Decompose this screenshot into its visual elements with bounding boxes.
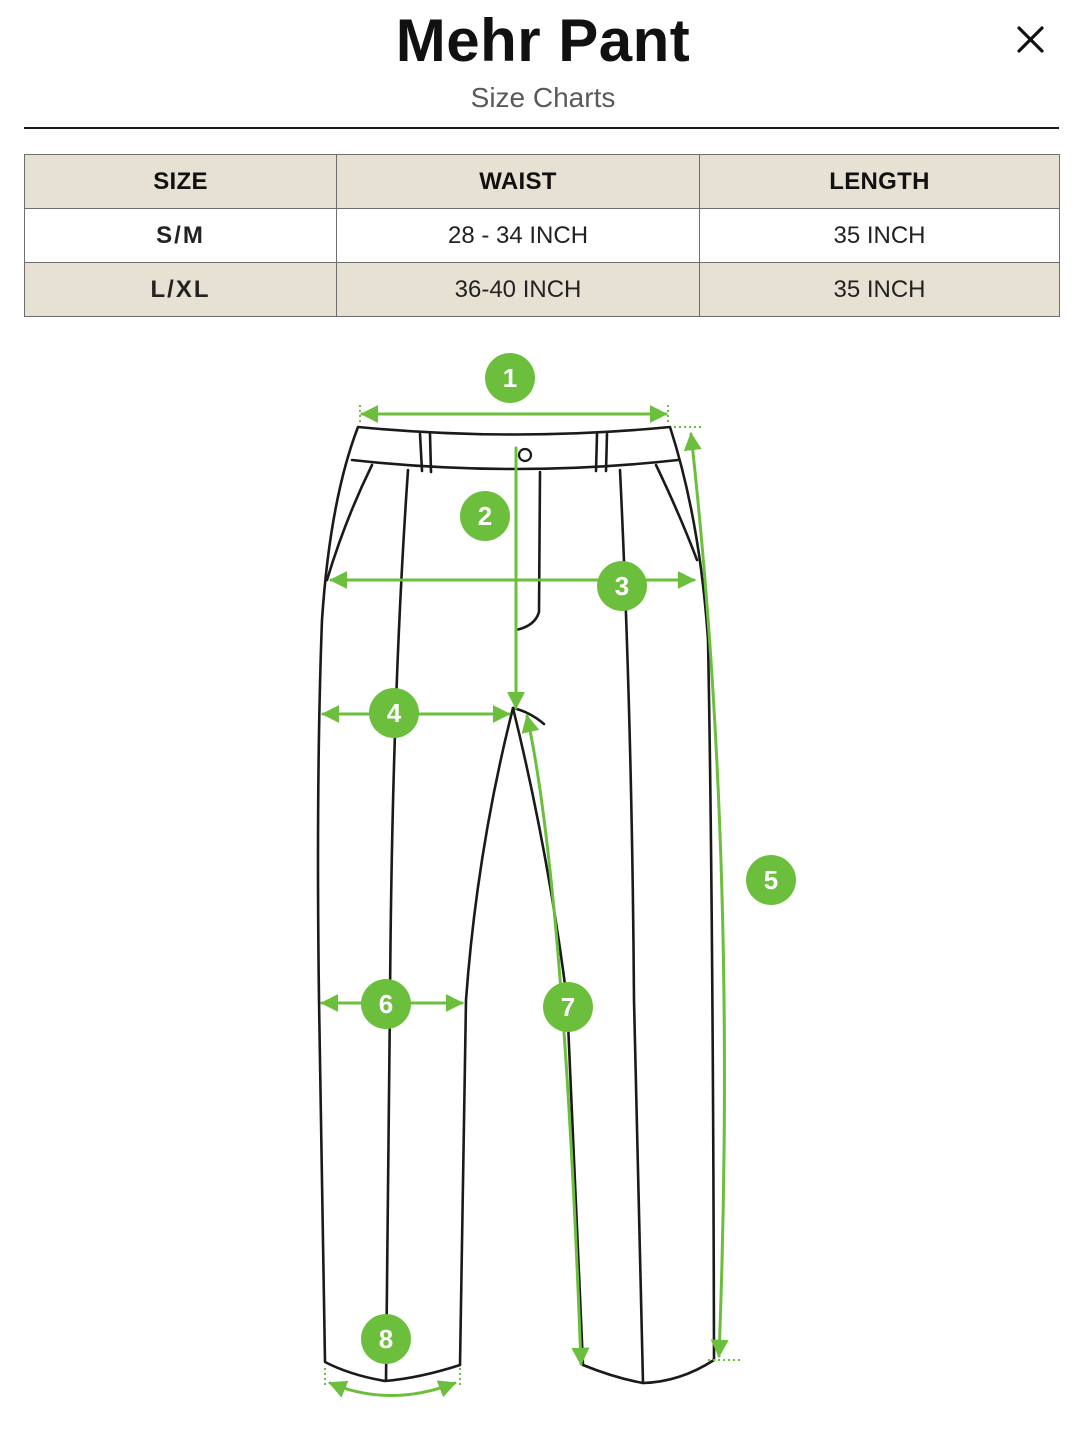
hem-measure-line [330,1383,455,1396]
marker-7 [543,982,593,1032]
fly-seam [516,472,540,630]
svg-text:8: 8 [378,1324,394,1354]
size-cell: L/XL [25,263,337,317]
crease-left [386,470,408,1380]
measurement-markers [361,353,796,1364]
column-header-waist: WAIST [337,155,700,209]
measurement-lines [322,414,724,1396]
svg-text:1: 1 [502,363,518,393]
marker-2 [460,491,510,541]
svg-text:5: 5 [763,865,779,895]
length-cell: 35 INCH [700,263,1060,317]
inseam-measure-line [527,716,581,1364]
column-header-length: LENGTH [700,155,1060,209]
marker-3 [597,561,647,611]
page-subtitle: Size Charts [470,82,616,113]
page-title: Mehr Pant [395,7,691,74]
size-cell: S/M [25,209,337,263]
waist-cell: 36-40 INCH [337,263,700,317]
marker-4 [369,688,419,738]
svg-text:6: 6 [378,989,394,1019]
marker-5 [746,855,796,905]
svg-text:7: 7 [560,992,576,1022]
length-cell: 35 INCH [700,209,1060,263]
marker-8 [361,1314,411,1364]
svg-text:4: 4 [386,698,402,728]
svg-text:2: 2 [477,501,493,531]
waist-cell: 28 - 34 INCH [337,209,700,263]
svg-text:3: 3 [614,571,630,601]
marker-1 [485,353,535,403]
column-header-size: SIZE [25,155,337,209]
marker-6 [361,979,411,1029]
waist-button [519,449,531,461]
length-measure-line [691,434,724,1356]
